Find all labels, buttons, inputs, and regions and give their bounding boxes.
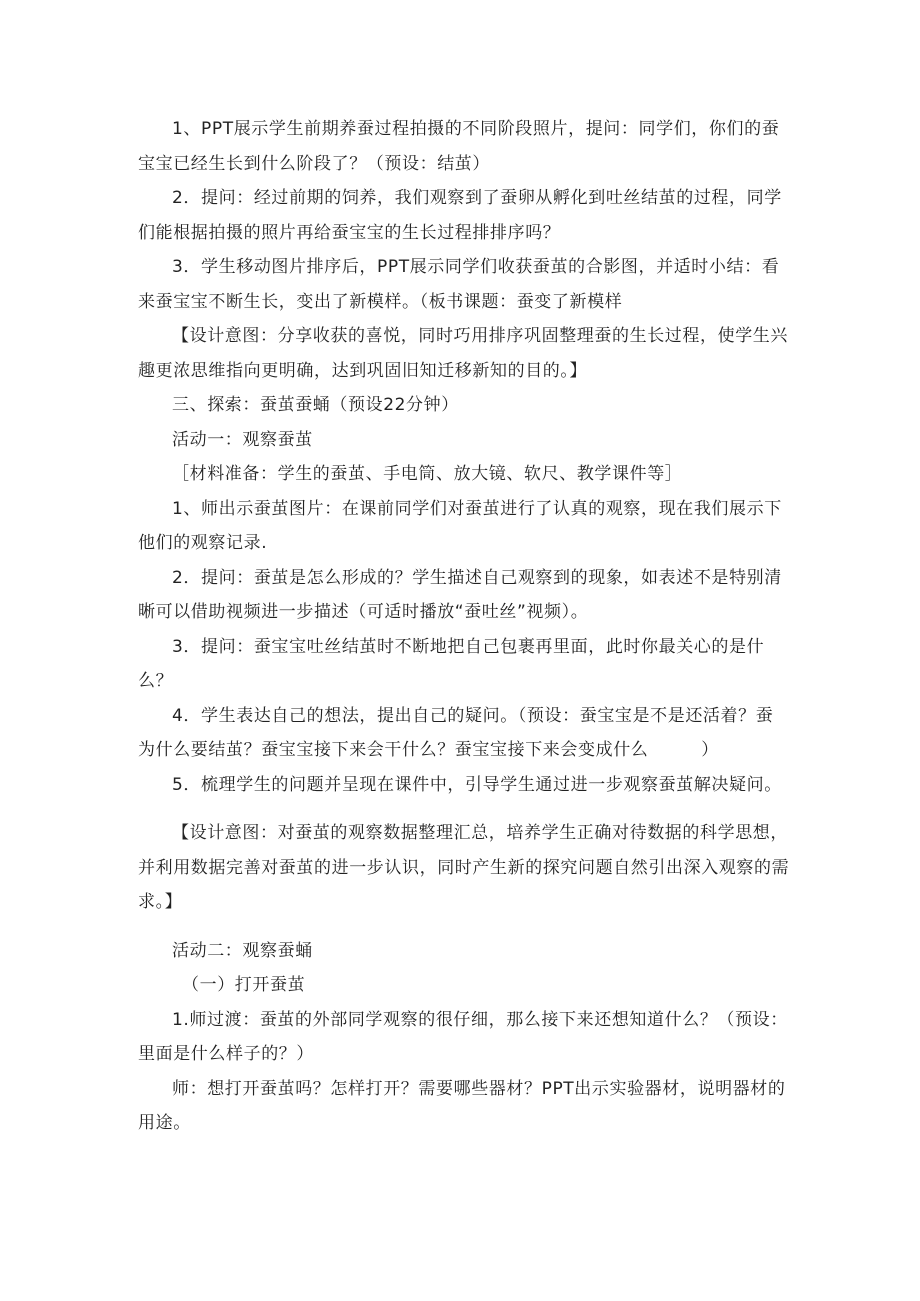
paragraph-activity1-step-4: 4．学生表达自己的想法，提出自己的疑问。（预设：蚕宝宝是不是还活着？蚕为什么要结茧？蚕宝宝接下来会干什么？蚕宝宝接下来会变成什么 ） — [138, 705, 774, 760]
activity-heading-2: 活动二：观察蚕蛹 — [172, 940, 313, 961]
section-heading-explore: 三、探索：蚕茧蚕蛹（预设22分钟） — [172, 395, 459, 415]
paragraph-activity1-step-1: 1、师出示蚕茧图片：在课前同学们对蚕茧进行了认真的观察，现在我们展示下他们的观察记录. — [138, 498, 782, 553]
paragraph-activity1-step-3: 3．提问：蚕宝宝吐丝结茧时不断地把自己包裹再里面，此时你最关心的是什么？ — [138, 636, 765, 691]
paragraph-step-3: 3．学生移动图片排序后，PPT展示同学们收获蚕茧的合影图，并适时小结：看来蚕宝宝不断生长，变出了新模样。（板书课题：蚕变了新模样 — [138, 257, 780, 312]
subsection-open-cocoon: （一）打开蚕茧 — [182, 975, 306, 995]
paragraph-step-1: 1、PPT展示学生前期养蚕过程拍摄的不同阶段照片，提问：同学们，你们的蚕宝宝已经生长到什么阶段了？（预设：结茧） — [138, 119, 780, 174]
activity-heading-1: 活动一：观察蚕茧 — [172, 429, 313, 450]
paragraph-activity2-step-1: 1.师过渡：蚕茧的外部同学观察的很仔细，那么接下来还想知道什么？（预设：里面是什么样子的？） — [138, 1009, 788, 1064]
materials-list: ［材料准备：学生的蚕茧、手电筒、放大镜、软尺、教学课件等］ — [172, 464, 683, 484]
paragraph-activity1-step-5: 5．梳理学生的问题并呈现在课件中，引导学生通过进一步观察蚕茧解决疑问。 — [172, 774, 782, 795]
paragraph-activity1-step-2: 2．提问：蚕茧是怎么形成的？学生描述自己观察到的现象，如表述不是特别清晰可以借助视频进一步描述（可适时播放“蚕吐丝”视频）。 — [138, 567, 782, 622]
design-intent-1: 【设计意图：分享收获的喜悦，同时巧用排序巩固整理蚕的生长过程，使学生兴趣更浓思维指向更明确，达到巩固旧知迁移新知的目的。】 — [138, 326, 788, 381]
design-intent-2: 【设计意图：对蚕茧的观察数据整理汇总，培养学生正确对待数据的科学思想，并利用数据完善对蚕茧的进一步认识，同时产生新的探究问题自然引出深入观察的需求。】 — [138, 823, 790, 912]
paragraph-teacher-question: 师：想打开蚕茧吗？怎样打开？需要哪些器材？PPT出示实验器材，说明器材的用途。 — [138, 1078, 786, 1133]
paragraph-step-2: 2．提问：经过前期的饲养，我们观察到了蚕卵从孵化到吐丝结茧的过程，同学们能根据拍摄的照片再给蚕宝宝的生长过程排排序吗？ — [138, 188, 782, 243]
document-body — [138, 112, 790, 1141]
